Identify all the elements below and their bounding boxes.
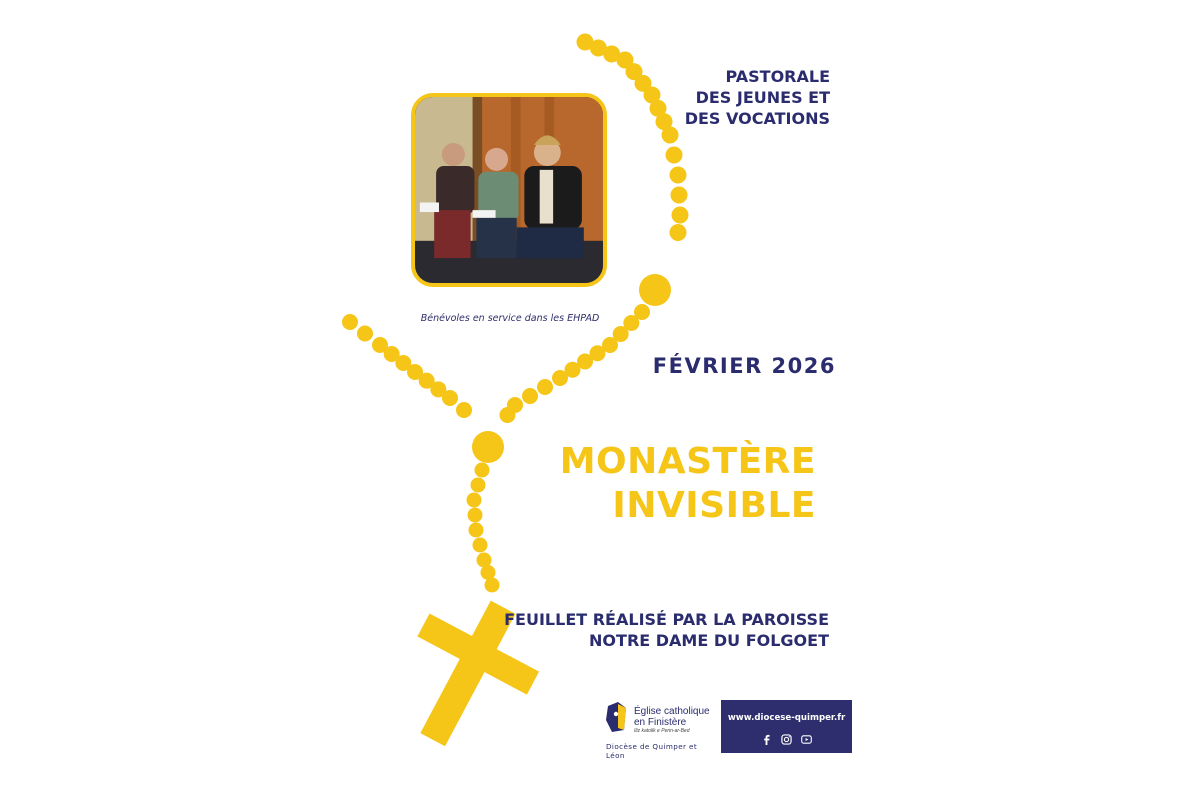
service-title <box>570 66 830 129</box>
rosary-bead <box>469 523 484 538</box>
social-links <box>721 729 852 748</box>
website-link[interactable]: www.diocese-quimper.fr <box>727 713 846 723</box>
instagram-icon[interactable] <box>781 734 792 745</box>
rosary-bead <box>471 478 486 493</box>
rosary-bead <box>552 370 568 386</box>
rosary-bead <box>472 431 504 463</box>
parish-credit-line2: NOTRE DAME DU FOLGOET <box>589 631 829 650</box>
diocese-name: Diocèse de Quimper et Léon <box>606 742 698 760</box>
rosary-bead <box>473 538 488 553</box>
service-title-line2: DES JEUNES ET <box>695 88 830 107</box>
photo-caption: Bénévoles en service dans les EHPAD <box>420 313 600 324</box>
rosary-bead <box>672 207 689 224</box>
logo-line2: en Finistère <box>634 717 687 728</box>
logo-tagline: Iliz katolik e Penn-ar-Bed <box>634 728 690 734</box>
rosary-bead <box>342 314 358 330</box>
main-title-line2: INVISIBLE <box>612 485 816 526</box>
rosary-bead <box>467 493 482 508</box>
parish-credit <box>409 609 829 651</box>
diocese-emblem-icon <box>604 700 634 734</box>
rosary-bead <box>456 402 472 418</box>
rosary-bead <box>537 379 553 395</box>
rosary-bead <box>666 147 683 164</box>
service-title-line1: PASTORALE <box>725 67 830 86</box>
diocese-logo[interactable] <box>604 700 718 760</box>
rosary-bead <box>670 224 687 241</box>
contact-box <box>721 700 852 753</box>
youtube-icon[interactable] <box>801 734 812 745</box>
logo-line1: Église catholique <box>634 706 710 717</box>
service-title-line3: DES VOCATIONS <box>684 109 830 128</box>
rosary-bead <box>671 187 688 204</box>
rosary-bead <box>442 390 458 406</box>
rosary-bead <box>485 578 500 593</box>
facebook-icon[interactable] <box>761 734 772 745</box>
rosary-bead <box>662 127 679 144</box>
main-title <box>560 440 816 528</box>
diocese-logo-text <box>634 706 710 735</box>
rosary-bead <box>500 407 516 423</box>
rosary-bead <box>468 508 483 523</box>
issue-date: FÉVRIER 2026 <box>652 354 836 378</box>
rosary-bead <box>639 274 671 306</box>
rosary-bead <box>475 463 490 478</box>
cross-icon <box>378 578 558 769</box>
rosary-bead <box>522 388 538 404</box>
rosary-bead <box>670 167 687 184</box>
rosary-bead <box>357 326 373 342</box>
parish-credit-line1: FEUILLET RÉALISÉ PAR LA PAROISSE <box>504 610 829 629</box>
main-title-line1: MONASTÈRE <box>559 441 816 482</box>
